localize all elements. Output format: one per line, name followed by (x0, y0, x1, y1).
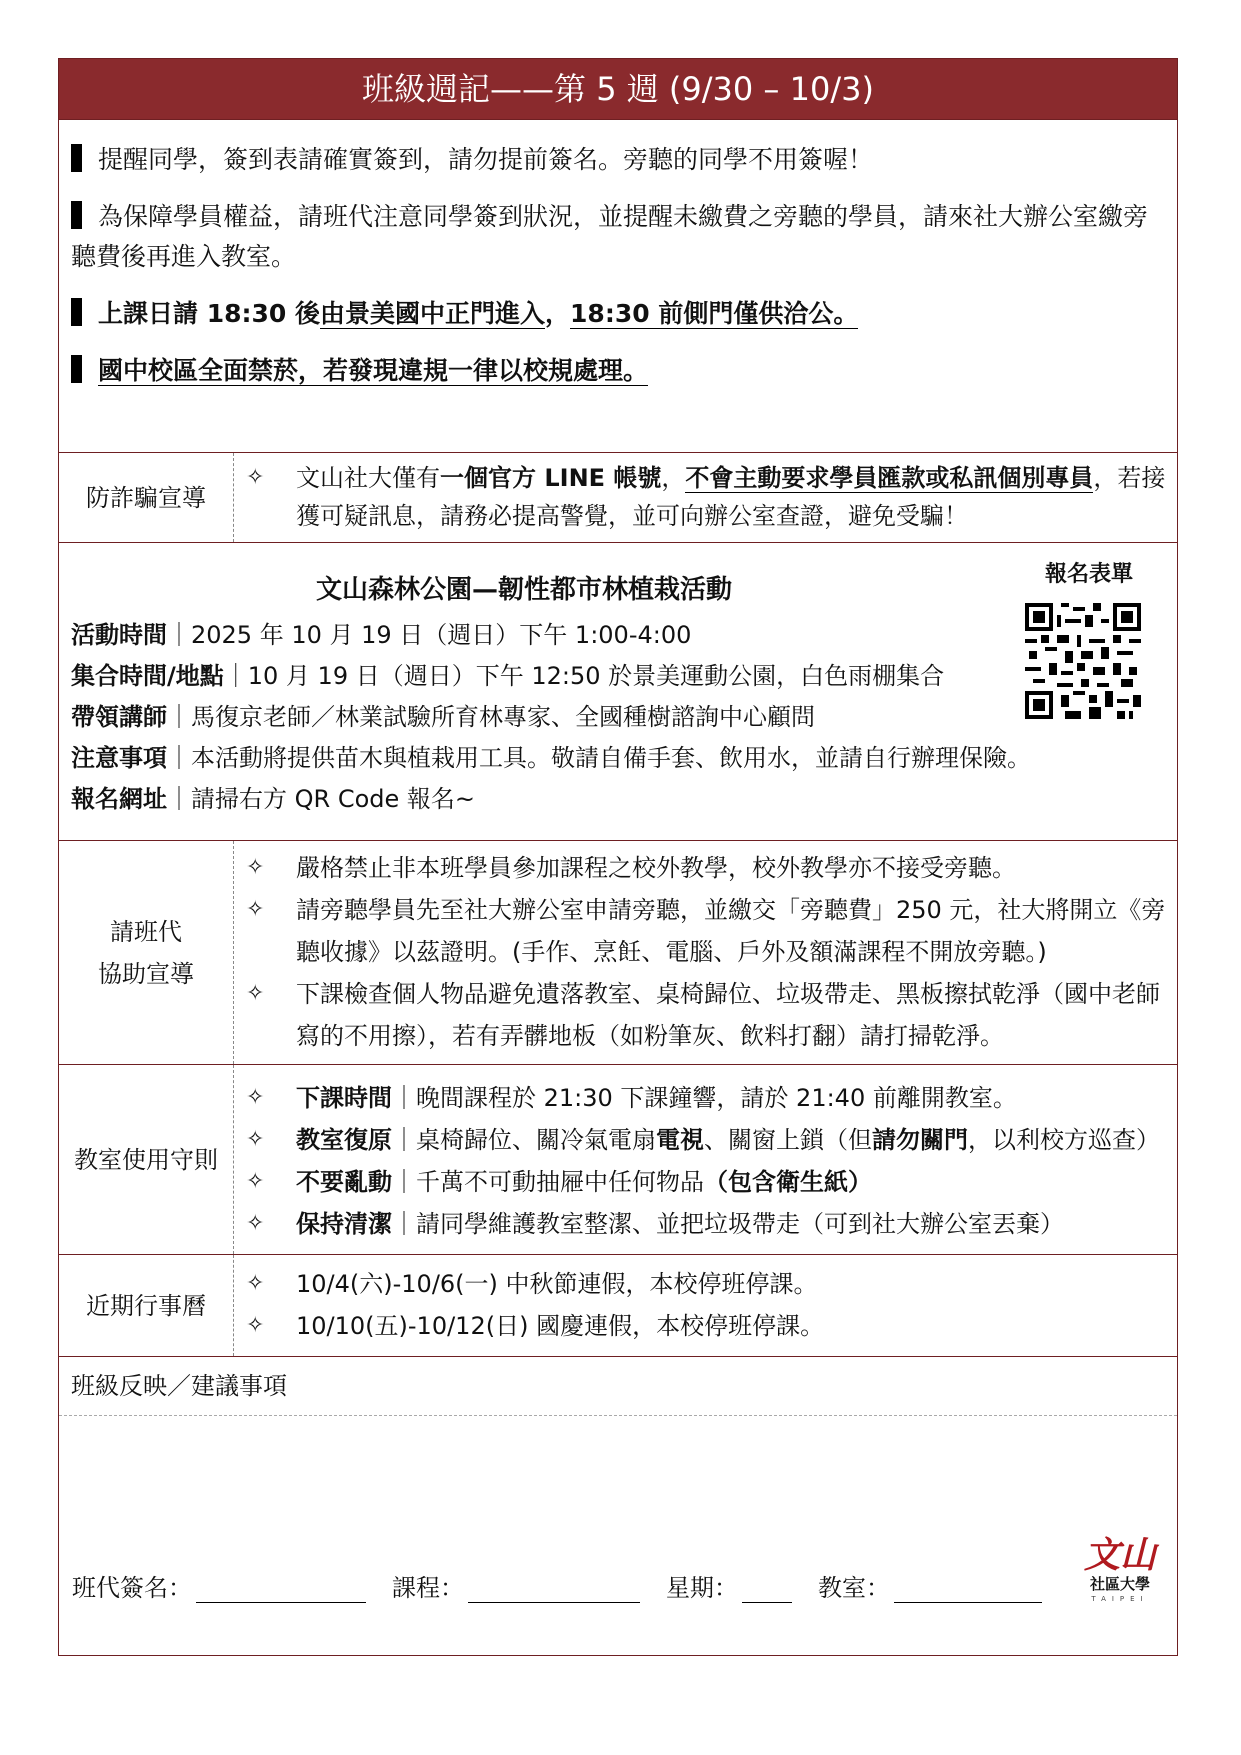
detail-value: ｜10 月 19 日（週日）下午 12:50 於景美運動公園，白色雨棚集合 (223, 662, 945, 690)
weekly-notice-sheet (58, 58, 1178, 1656)
bold-underlined-text: 不會主動要求學員匯款或私訊個別專員 (685, 464, 1094, 492)
notice-entrance (71, 294, 1165, 334)
diamond-bullet-icon: ✧ (246, 1211, 265, 1236)
notice-text: 為保障學員權益，請班代注意同學簽到狀況，並提醒未繳費之旁聽的學員，請來社大辦公室繳旁聽費後再進入教室。 (71, 202, 1149, 271)
diamond-bullet-icon: ✧ (246, 1127, 265, 1152)
detail-key: 帶領講師 (71, 703, 167, 731)
rules-row (59, 1064, 1177, 1254)
list-item (244, 847, 1167, 889)
bold-text: 一個官方 LINE 帳號 (440, 464, 662, 492)
detail-key: 活動時間 (71, 621, 167, 649)
rep-signature-label: 班代簽名： (72, 1574, 192, 1602)
rules-content (234, 1065, 1177, 1254)
signature-line (72, 1568, 1068, 1603)
rule-bold: （包含衛生紙） (704, 1168, 872, 1196)
assist-row (59, 840, 1177, 1064)
wenshan-logo (1080, 1536, 1160, 1626)
event-instructor (71, 697, 1031, 738)
event-signup (71, 779, 1031, 820)
course-label: 課程： (392, 1574, 464, 1602)
notices-section (59, 120, 1177, 452)
detail-value: ｜本活動將提供苗木與植栽用工具。敬請自備手套、飲用水，並請自行辦理保險。 (167, 744, 1031, 772)
item-text: 10/10(五)-10/12(日) 國慶連假，本校停班停課。 (296, 1312, 825, 1340)
qr-code-icon[interactable] (1025, 603, 1141, 719)
notice-underlined: 由景美國中正門進入 (320, 299, 546, 328)
list-item (244, 889, 1167, 973)
rule-value: ｜桌椅歸位、關冷氣電扇 (392, 1126, 656, 1154)
notice-signin (71, 140, 1165, 180)
item-text: 10/4(六)-10/6(一) 中秋節連假，本校停班停課。 (296, 1270, 818, 1298)
antifraud-row (59, 452, 1177, 542)
rule-value: ｜千萬不可動抽屜中任何物品 (392, 1168, 704, 1196)
item-text: 嚴格禁止非本班學員參加課程之校外教學，校外教學亦不接受旁聽。 (296, 854, 1016, 882)
text: ，若接獲可疑訊息，請務必提高警覺，並可向辦公室查證，避免受騙！ (296, 464, 1166, 530)
classroom-label: 教室： (818, 1574, 890, 1602)
event-section (59, 542, 1177, 840)
bullet-bar-icon (71, 144, 82, 172)
antifraud-content (234, 453, 1177, 542)
rule-value: ｜請同學維護教室整潔、並把垃圾帶走（可到社大辦公室丟棄） (392, 1210, 1064, 1238)
event-meeting (71, 656, 1031, 697)
diamond-bullet-icon: ✧ (246, 1169, 265, 1194)
notice-no-smoking (71, 351, 1165, 391)
list-item (244, 1161, 1167, 1203)
calendar-row (59, 1254, 1177, 1356)
detail-key: 集合時間/地點 (71, 662, 224, 690)
rule-value: ，以利校方巡查） (968, 1126, 1160, 1154)
event-title: 文山森林公園—韌性都市林植栽活動 (315, 575, 732, 605)
detail-value: ｜馬復京老師／林業試驗所育林專家、全國種樹諮詢中心顧問 (167, 703, 815, 731)
diamond-bullet-icon: ✧ (246, 465, 265, 490)
rule-key: 保持清潔 (296, 1210, 392, 1238)
logo-sub-text: 社區大學 (1089, 1575, 1150, 1593)
rule-bold: 請勿關門 (872, 1126, 968, 1154)
rule-key: 下課時間 (296, 1084, 392, 1112)
rep-signature-field[interactable] (196, 1576, 366, 1603)
item-text: 請旁聽學員先至社大辦公室申請旁聽，並繳交「旁聽費」250 元，社大將開立《旁聽收據》以茲證明。(手作、烹飪、電腦、戶外及額滿課程不開放旁聽。) (296, 896, 1166, 966)
rule-key: 教室復原 (296, 1126, 392, 1154)
text: ， (661, 464, 686, 492)
detail-key: 注意事項 (71, 744, 167, 772)
list-item (244, 1203, 1167, 1245)
notice-text: ， (545, 299, 571, 328)
weekday-field[interactable] (742, 1576, 792, 1603)
rule-key: 不要亂動 (296, 1168, 392, 1196)
logo-en-text: TAIPEI (1091, 1595, 1149, 1603)
diamond-bullet-icon: ✧ (246, 1313, 265, 1338)
notice-underlined: 國中校區全面禁菸，若發現違規一律以校規處理。 (98, 356, 649, 385)
rule-bold: 電視 (656, 1126, 704, 1154)
list-item (244, 459, 1167, 535)
event-details (71, 615, 1031, 820)
list-item (244, 1263, 1167, 1305)
rule-value: 、關窗上鎖（但 (704, 1126, 872, 1154)
logo-main-text: 文山 (1083, 1534, 1156, 1576)
list-item (244, 973, 1167, 1057)
detail-key: 報名網址 (71, 785, 167, 813)
detail-value: ｜請掃右方 QR Code 報名~ (167, 785, 476, 813)
diamond-bullet-icon: ✧ (246, 897, 265, 922)
rules-label: 教室使用守則 (59, 1065, 234, 1254)
course-field[interactable] (468, 1576, 640, 1603)
bullet-bar-icon (71, 298, 82, 326)
antifraud-label: 防詐騙宣導 (59, 453, 234, 542)
notice-underlined: 18:30 前側門僅供洽公。 (570, 299, 859, 328)
list-item (244, 1077, 1167, 1119)
notice-audit-fee (71, 197, 1165, 277)
event-notes (71, 738, 1031, 779)
assist-label (59, 841, 234, 1064)
diamond-bullet-icon: ✧ (246, 1085, 265, 1110)
bullet-bar-icon (71, 355, 82, 383)
detail-value: ｜2025 年 10 月 19 日（週日）下午 1:00-4:00 (167, 621, 692, 649)
diamond-bullet-icon: ✧ (246, 855, 265, 880)
item-text: 下課檢查個人物品避免遺落教室、桌椅歸位、垃圾帶走、黑板擦拭乾淨（國中老師寫的不用擦），若有弄髒地板（如粉筆灰、飲料打翻）請打掃乾淨。 (296, 980, 1160, 1050)
notice-text: 上課日請 18:30 後 (98, 299, 320, 328)
page-title: 班級週記——第 5 週 (9/30 – 10/3) (59, 59, 1177, 120)
classroom-field[interactable] (894, 1576, 1042, 1603)
rule-value: ｜晚間課程於 21:30 下課鐘響，請於 21:40 前離開教室。 (392, 1084, 1017, 1112)
event-time (71, 615, 1031, 656)
assist-content (234, 841, 1177, 1064)
assist-label-line: 請班代 (110, 917, 182, 946)
calendar-content (234, 1255, 1177, 1356)
diamond-bullet-icon: ✧ (246, 1271, 265, 1296)
calendar-label: 近期行事曆 (59, 1255, 234, 1356)
list-item (244, 1119, 1167, 1161)
assist-label-line: 協助宣導 (98, 959, 194, 988)
notice-text: 提醒同學，簽到表請確實簽到，請勿提前簽名。旁聽的同學不用簽喔！ (98, 145, 874, 174)
weekday-label: 星期： (666, 1574, 738, 1602)
diamond-bullet-icon: ✧ (246, 981, 265, 1006)
feedback-label: 班級反映／建議事項 (59, 1356, 1177, 1416)
list-item (244, 1305, 1167, 1347)
qr-label: 報名表單 (1044, 562, 1133, 587)
bullet-bar-icon (71, 201, 82, 229)
text: 文山社大僅有 (296, 464, 440, 492)
